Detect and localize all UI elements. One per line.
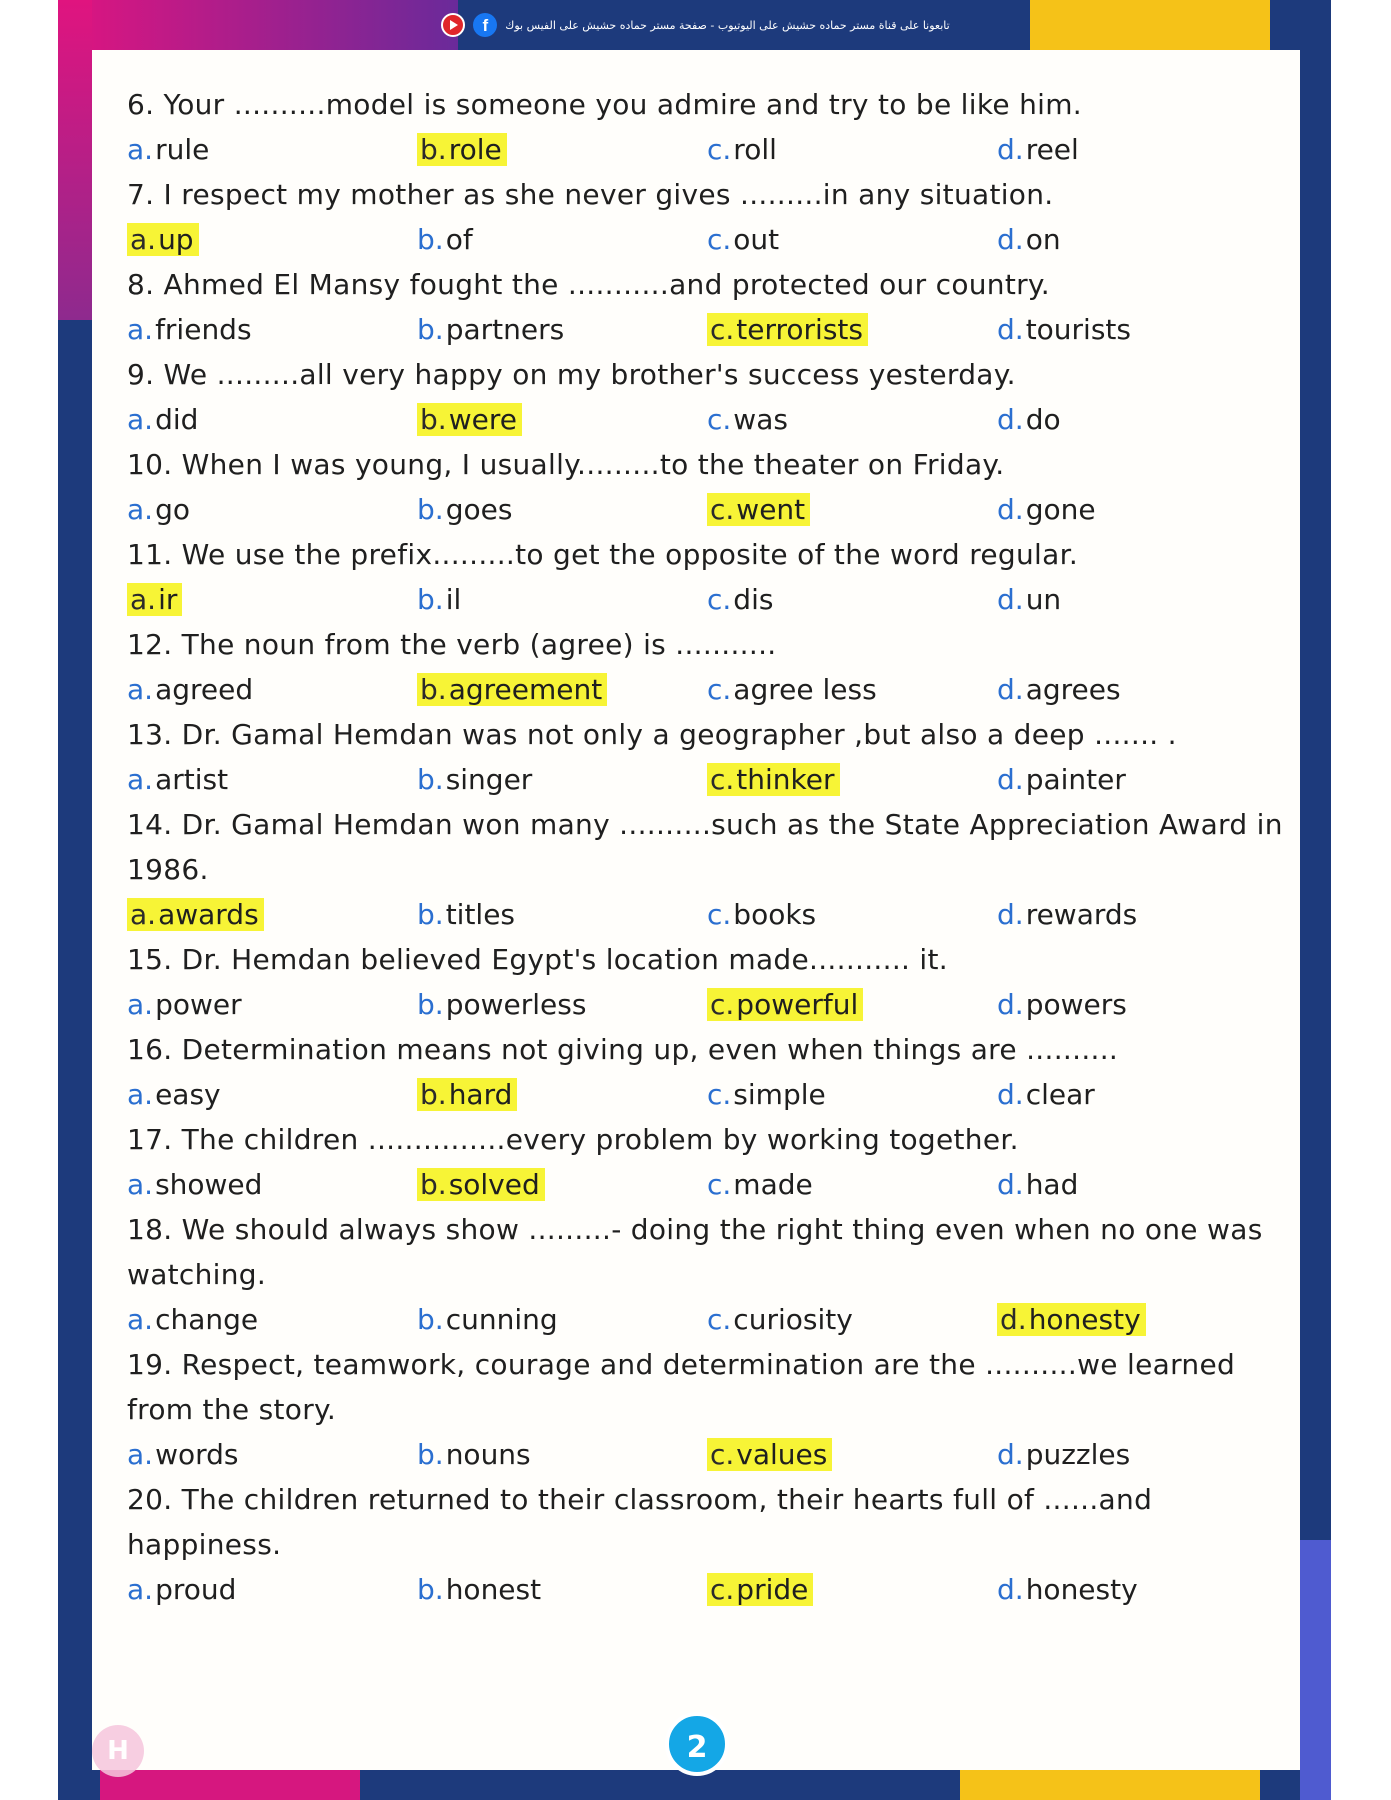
option-letter: d. [1000, 1302, 1027, 1336]
option-label [997, 1573, 1140, 1606]
option-label [997, 673, 1123, 706]
option-letter: b. [417, 897, 444, 931]
question-text: 14. Dr. Gamal Hemdan won many ..........such as the State Appreciation Award in 1986. [127, 808, 1283, 886]
option-text: pride [736, 1572, 809, 1606]
option-letter: a. [127, 987, 154, 1021]
option[interactable] [707, 222, 997, 258]
option[interactable] [127, 1167, 417, 1203]
option[interactable] [997, 492, 1287, 528]
option[interactable] [417, 987, 707, 1023]
option-label [127, 1303, 260, 1336]
option-text: thinker [736, 762, 835, 796]
option-text: un [1025, 582, 1062, 616]
option-label [417, 1438, 533, 1471]
option-text: rule [155, 132, 210, 166]
option-text: friends [155, 312, 252, 346]
option-letter: b. [420, 1167, 447, 1201]
option[interactable] [417, 312, 707, 348]
option[interactable] [707, 1302, 997, 1338]
option-label [127, 403, 200, 436]
option-text: clear [1025, 1077, 1095, 1111]
option-letter: c. [707, 1302, 732, 1336]
youtube-icon[interactable] [441, 13, 465, 37]
option-text: books [733, 897, 817, 931]
option-letter: a. [127, 1572, 154, 1606]
option-correct[interactable] [707, 987, 997, 1023]
option[interactable] [417, 762, 707, 798]
option[interactable] [127, 1077, 417, 1113]
question-item [127, 1117, 1287, 1207]
option-text: rewards [1025, 897, 1138, 931]
option[interactable] [997, 987, 1287, 1023]
option-letter: a. [127, 312, 154, 346]
option[interactable] [707, 132, 997, 168]
option-text: words [155, 1437, 239, 1471]
option-letter: a. [127, 1302, 154, 1336]
question-item [127, 1027, 1287, 1117]
option[interactable] [127, 987, 417, 1023]
option-letter: c. [707, 897, 732, 931]
option-correct[interactable] [707, 1437, 997, 1473]
option-label [417, 313, 566, 346]
option[interactable] [127, 312, 417, 348]
option-label [417, 403, 522, 436]
option-label [127, 673, 255, 706]
question-item [127, 937, 1287, 1027]
options-row [127, 757, 1287, 802]
question-item [127, 352, 1287, 442]
options-row [127, 982, 1287, 1027]
option[interactable] [997, 582, 1287, 618]
option-correct[interactable] [417, 132, 707, 168]
option-text: easy [155, 1077, 221, 1111]
option-label [707, 988, 863, 1021]
option-text: role [448, 132, 502, 166]
option[interactable] [997, 222, 1287, 258]
option-text: had [1025, 1167, 1079, 1201]
option-label [997, 223, 1063, 256]
question-list [127, 82, 1287, 1612]
option-letter: c. [707, 1167, 732, 1201]
option-letter: b. [417, 582, 444, 616]
options-row [127, 667, 1287, 712]
option-label [707, 313, 868, 346]
option-text: solved [448, 1167, 540, 1201]
option-label [417, 223, 475, 256]
option-text: powerful [736, 987, 859, 1021]
option-text: powers [1025, 987, 1127, 1021]
option[interactable] [417, 1437, 707, 1473]
option[interactable] [707, 1167, 997, 1203]
option-text: power [155, 987, 242, 1021]
option-correct[interactable] [417, 1167, 707, 1203]
option[interactable] [417, 492, 707, 528]
option[interactable] [127, 132, 417, 168]
option-text: nouns [445, 1437, 531, 1471]
option[interactable] [997, 402, 1287, 438]
facebook-icon[interactable]: f [473, 13, 497, 37]
question-text: 15. Dr. Hemdan believed Egypt's location made........... it. [127, 943, 948, 976]
header-banner [0, 0, 1391, 50]
option-correct[interactable] [127, 582, 417, 618]
question-item [127, 172, 1287, 262]
question-item [127, 1207, 1287, 1342]
option-text: do [1025, 402, 1061, 436]
option-correct[interactable] [127, 897, 417, 933]
option-label [417, 1168, 545, 1201]
option[interactable] [997, 897, 1287, 933]
option-label [707, 1573, 813, 1606]
option-correct[interactable] [417, 672, 707, 708]
option-letter: b. [417, 1437, 444, 1471]
option-text: go [155, 492, 190, 526]
options-row [127, 1432, 1287, 1477]
option-letter: d. [997, 1167, 1024, 1201]
option-label [417, 763, 534, 796]
question-item [127, 532, 1287, 622]
options-row [127, 397, 1287, 442]
option-text: singer [445, 762, 533, 796]
option-label [997, 1168, 1080, 1201]
option[interactable] [997, 1167, 1287, 1203]
option-letter: a. [127, 492, 154, 526]
option-label [997, 1438, 1132, 1471]
option-label [417, 1078, 517, 1111]
option-letter: b. [417, 222, 444, 256]
option-label [707, 1303, 855, 1336]
option-text: hard [448, 1077, 513, 1111]
option-label [707, 223, 781, 256]
option-text: curiosity [733, 1302, 853, 1336]
option-label [707, 133, 779, 166]
option-label [707, 493, 810, 526]
question-text: 10. When I was young, I usually.........to the theater on Friday. [127, 448, 1005, 481]
options-row [127, 127, 1287, 172]
option-letter: c. [710, 762, 735, 796]
option-letter: c. [710, 987, 735, 1021]
option[interactable] [127, 1437, 417, 1473]
option-letter: b. [420, 402, 447, 436]
option-letter: b. [420, 132, 447, 166]
option-letter: c. [707, 132, 732, 166]
option-text: simple [733, 1077, 826, 1111]
option-letter: b. [420, 672, 447, 706]
option-label [127, 1168, 264, 1201]
option-label [127, 988, 244, 1021]
options-row [127, 1072, 1287, 1117]
option[interactable] [127, 672, 417, 708]
option-label [997, 763, 1128, 796]
option-label [707, 673, 879, 706]
options-row [127, 487, 1287, 532]
option-correct[interactable] [707, 762, 997, 798]
option-label [127, 1078, 223, 1111]
option-letter: c. [707, 402, 732, 436]
option[interactable] [997, 1572, 1287, 1608]
option-text: agree less [733, 672, 877, 706]
option-label [127, 493, 192, 526]
option-letter: a. [127, 402, 154, 436]
option-text: honesty [1025, 1572, 1138, 1606]
option-letter: a. [130, 582, 157, 616]
option-text: proud [155, 1572, 237, 1606]
option-label [997, 583, 1063, 616]
option-text: agreement [448, 672, 603, 706]
option-label [127, 313, 254, 346]
option-text: terrorists [736, 312, 863, 346]
option-text: of [445, 222, 473, 256]
option-label [127, 1438, 240, 1471]
option-letter: d. [997, 1077, 1024, 1111]
option-letter: c. [707, 672, 732, 706]
option-letter: d. [997, 987, 1024, 1021]
option[interactable] [997, 762, 1287, 798]
header-text: تابعونا على قناة مستر حماده حشيش على اليوتيوب - صفحة مستر حماده حشيش على الفيس بوك [505, 18, 950, 32]
question-text: 12. The noun from the verb (agree) is ........... [127, 628, 777, 661]
question-item [127, 82, 1287, 172]
option-label [707, 1168, 815, 1201]
option[interactable] [997, 672, 1287, 708]
option-text: goes [445, 492, 513, 526]
option-correct[interactable] [997, 1302, 1287, 1338]
option-letter: d. [997, 672, 1024, 706]
question-text: 20. The children returned to their classroom, their hearts full of ......and happiness. [127, 1483, 1153, 1561]
question-item [127, 802, 1287, 937]
option-letter: d. [997, 1572, 1024, 1606]
option-letter: b. [417, 987, 444, 1021]
option[interactable] [417, 897, 707, 933]
option-letter: a. [127, 1437, 154, 1471]
option-letter: d. [997, 312, 1024, 346]
option-correct[interactable] [417, 1077, 707, 1113]
option-letter: d. [997, 492, 1024, 526]
option-letter: a. [127, 132, 154, 166]
option-letter: c. [710, 1437, 735, 1471]
option-label [127, 1573, 238, 1606]
option-label [707, 1078, 828, 1111]
option[interactable] [997, 312, 1287, 348]
option-letter: c. [707, 582, 732, 616]
options-row [127, 1567, 1287, 1612]
option-letter: a. [127, 1167, 154, 1201]
option-text: on [1025, 222, 1061, 256]
option[interactable] [997, 1437, 1287, 1473]
option-label [997, 988, 1129, 1021]
option[interactable] [417, 1302, 707, 1338]
option-text: values [736, 1437, 828, 1471]
option-letter: b. [417, 1302, 444, 1336]
option-letter: d. [997, 1437, 1024, 1471]
option-text: did [155, 402, 199, 436]
option[interactable] [997, 132, 1287, 168]
option-label [417, 898, 517, 931]
option-text: titles [445, 897, 516, 931]
option[interactable] [707, 1077, 997, 1113]
question-item [127, 1477, 1287, 1612]
option-letter: b. [417, 312, 444, 346]
option-letter: d. [997, 582, 1024, 616]
option-text: honesty [1028, 1302, 1141, 1336]
question-text: 17. The children ...............every problem by working together. [127, 1123, 1019, 1156]
option-text: cunning [445, 1302, 558, 1336]
option-text: went [736, 492, 806, 526]
option-correct[interactable] [707, 1572, 997, 1608]
option-text: agrees [1025, 672, 1121, 706]
question-text: 16. Determination means not giving up, even when things are .......... [127, 1033, 1119, 1066]
option-text: dis [733, 582, 774, 616]
question-text: 7. I respect my mother as she never gives .........in any situation. [127, 178, 1054, 211]
option-label [127, 763, 230, 796]
option[interactable] [707, 582, 997, 618]
option-letter: b. [417, 1572, 444, 1606]
option-letter: d. [997, 402, 1024, 436]
option-letter: a. [130, 222, 157, 256]
option-text: artist [155, 762, 229, 796]
option-text: roll [733, 132, 777, 166]
option-letter: c. [707, 1077, 732, 1111]
option-label [417, 133, 507, 166]
option-label [127, 898, 264, 931]
option[interactable] [127, 492, 417, 528]
frame-accent-right [1300, 1540, 1331, 1800]
option[interactable] [707, 672, 997, 708]
option-label [707, 403, 790, 436]
option-label [707, 1438, 832, 1471]
option-letter: d. [997, 132, 1024, 166]
option-letter: c. [710, 492, 735, 526]
option[interactable] [127, 1302, 417, 1338]
option[interactable] [707, 402, 997, 438]
question-item [127, 622, 1287, 712]
option-text: awards [158, 897, 259, 931]
options-row [127, 307, 1287, 352]
option-label [707, 898, 818, 931]
page-number: 2 [665, 1712, 729, 1776]
option-text: made [733, 1167, 813, 1201]
option-letter: c. [707, 222, 732, 256]
option-text: showed [155, 1167, 263, 1201]
option-letter: c. [710, 312, 735, 346]
option-text: gone [1025, 492, 1096, 526]
option-letter: b. [417, 492, 444, 526]
option-text: out [733, 222, 780, 256]
question-text: 18. We should always show .........- doing the right thing even when no one was watching. [127, 1213, 1263, 1291]
option-label [997, 1303, 1146, 1336]
option-label [997, 898, 1139, 931]
option-label [127, 583, 182, 616]
option-label [997, 1078, 1097, 1111]
option-text: reel [1025, 132, 1079, 166]
option-text: honest [445, 1572, 542, 1606]
question-text: 11. We use the prefix.........to get the opposite of the word regular. [127, 538, 1079, 571]
option-label [997, 403, 1063, 436]
option[interactable] [127, 1572, 417, 1608]
option-label [997, 493, 1098, 526]
option[interactable] [417, 222, 707, 258]
option-letter: c. [710, 1572, 735, 1606]
logo: H [92, 1725, 144, 1777]
option-text: painter [1025, 762, 1126, 796]
option-correct[interactable] [127, 222, 417, 258]
option[interactable] [707, 897, 997, 933]
option-letter: d. [997, 762, 1024, 796]
option-correct[interactable] [417, 402, 707, 438]
option-text: were [448, 402, 517, 436]
option-letter: b. [417, 762, 444, 796]
option[interactable] [127, 762, 417, 798]
option-label [707, 583, 775, 616]
question-item [127, 262, 1287, 352]
options-row [127, 892, 1287, 937]
option-text: agreed [155, 672, 254, 706]
option-letter: a. [127, 762, 154, 796]
option-text: ir [158, 582, 178, 616]
option-label [997, 133, 1081, 166]
option-letter: a. [127, 672, 154, 706]
option-correct[interactable] [707, 492, 997, 528]
option-text: powerless [445, 987, 587, 1021]
option-label [417, 1303, 560, 1336]
question-text: 6. Your ..........model is someone you admire and try to be like him. [127, 88, 1082, 121]
option[interactable] [417, 1572, 707, 1608]
question-item [127, 712, 1287, 802]
option-label [417, 493, 514, 526]
option-label [417, 673, 607, 706]
option-label [127, 223, 199, 256]
option-label [417, 988, 588, 1021]
option-label [417, 1573, 543, 1606]
option-text: up [158, 222, 194, 256]
options-row [127, 217, 1287, 262]
option[interactable] [997, 1077, 1287, 1113]
question-item [127, 442, 1287, 532]
option-text: was [733, 402, 788, 436]
option-letter: d. [997, 897, 1024, 931]
option-text: tourists [1025, 312, 1131, 346]
option-label [997, 313, 1133, 346]
option-text: partners [445, 312, 565, 346]
option-label [707, 763, 840, 796]
question-text: 8. Ahmed El Mansy fought the ...........and protected our country. [127, 268, 1051, 301]
option-letter: d. [997, 222, 1024, 256]
question-text: 13. Dr. Gamal Hemdan was not only a geographer ,but also a deep ....... . [127, 718, 1177, 751]
question-item [127, 1342, 1287, 1477]
option-label [127, 133, 211, 166]
option-correct[interactable] [707, 312, 997, 348]
options-row [127, 577, 1287, 622]
option[interactable] [127, 402, 417, 438]
option-text: change [155, 1302, 259, 1336]
question-text: 9. We .........all very happy on my brother's success yesterday. [127, 358, 1016, 391]
frame-accent-bottom-left [100, 1770, 360, 1800]
options-row [127, 1162, 1287, 1207]
option[interactable] [417, 582, 707, 618]
question-text: 19. Respect, teamwork, courage and determination are the ..........we learned from the story. [127, 1348, 1236, 1426]
option-letter: a. [130, 897, 157, 931]
options-row [127, 1297, 1287, 1342]
option-letter: b. [420, 1077, 447, 1111]
option-label [417, 583, 463, 616]
frame-accent-bottom-right [960, 1770, 1260, 1800]
option-text: puzzles [1025, 1437, 1131, 1471]
option-letter: a. [127, 1077, 154, 1111]
option-text: il [445, 582, 462, 616]
